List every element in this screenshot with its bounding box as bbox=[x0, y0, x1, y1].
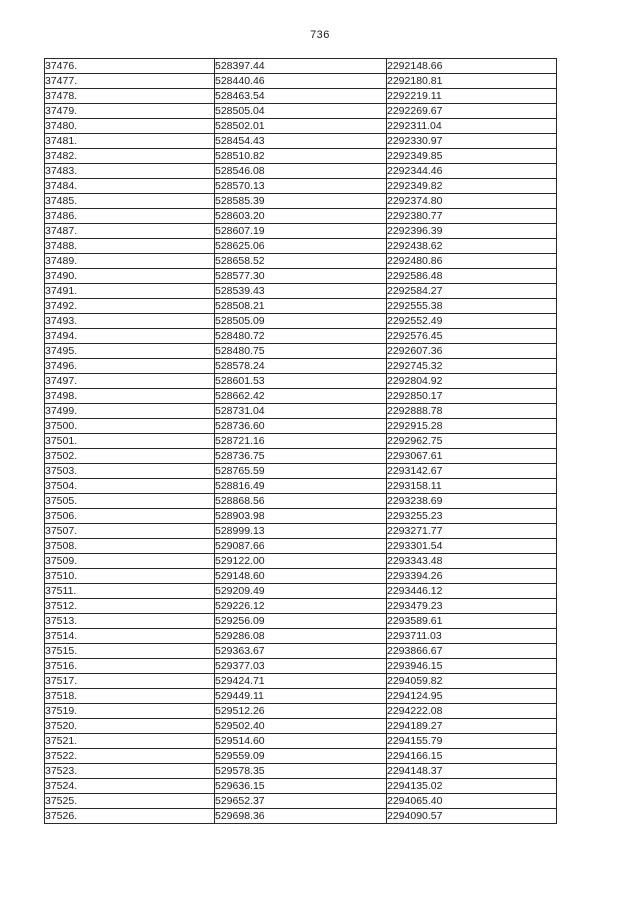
point-number-cell: 37515. bbox=[45, 644, 215, 659]
x-coordinate-cell: 528603.20 bbox=[215, 209, 387, 224]
y-coordinate-cell: 2292148.66 bbox=[387, 59, 557, 74]
y-coordinate-cell: 2294155.79 bbox=[387, 734, 557, 749]
x-coordinate-cell: 528816.49 bbox=[215, 479, 387, 494]
table-row bbox=[45, 599, 557, 614]
point-number-cell: 37479. bbox=[45, 104, 215, 119]
table-row bbox=[45, 284, 557, 299]
x-coordinate-cell: 529148.60 bbox=[215, 569, 387, 584]
x-coordinate-cell: 529087.66 bbox=[215, 539, 387, 554]
table-row bbox=[45, 179, 557, 194]
table-row bbox=[45, 149, 557, 164]
page-number: 736 bbox=[310, 29, 330, 41]
y-coordinate-cell: 2292344.46 bbox=[387, 164, 557, 179]
point-number-cell: 37507. bbox=[45, 524, 215, 539]
point-number-cell: 37519. bbox=[45, 704, 215, 719]
table-row bbox=[45, 479, 557, 494]
table-row bbox=[45, 404, 557, 419]
y-coordinate-cell: 2292480.86 bbox=[387, 254, 557, 269]
y-coordinate-cell: 2293301.54 bbox=[387, 539, 557, 554]
coordinates-table bbox=[44, 58, 557, 824]
x-coordinate-cell: 529578.35 bbox=[215, 764, 387, 779]
y-coordinate-cell: 2293446.12 bbox=[387, 584, 557, 599]
x-coordinate-cell: 528508.21 bbox=[215, 299, 387, 314]
y-coordinate-cell: 2292180.81 bbox=[387, 74, 557, 89]
y-coordinate-cell: 2293866.67 bbox=[387, 644, 557, 659]
point-number-cell: 37483. bbox=[45, 164, 215, 179]
coordinates-table-body bbox=[45, 59, 557, 824]
x-coordinate-cell: 528601.53 bbox=[215, 374, 387, 389]
y-coordinate-cell: 2292745.32 bbox=[387, 359, 557, 374]
point-number-cell: 37497. bbox=[45, 374, 215, 389]
point-number-cell: 37513. bbox=[45, 614, 215, 629]
y-coordinate-cell: 2292915.28 bbox=[387, 419, 557, 434]
table-row bbox=[45, 314, 557, 329]
point-number-cell: 37520. bbox=[45, 719, 215, 734]
x-coordinate-cell: 528736.75 bbox=[215, 449, 387, 464]
x-coordinate-cell: 529122.00 bbox=[215, 554, 387, 569]
table-row bbox=[45, 794, 557, 809]
y-coordinate-cell: 2292349.85 bbox=[387, 149, 557, 164]
x-coordinate-cell: 528585.39 bbox=[215, 194, 387, 209]
table-row bbox=[45, 719, 557, 734]
y-coordinate-cell: 2293271.77 bbox=[387, 524, 557, 539]
x-coordinate-cell: 529226.12 bbox=[215, 599, 387, 614]
x-coordinate-cell: 528607.19 bbox=[215, 224, 387, 239]
table-row bbox=[45, 119, 557, 134]
y-coordinate-cell: 2292552.49 bbox=[387, 314, 557, 329]
point-number-cell: 37503. bbox=[45, 464, 215, 479]
point-number-cell: 37492. bbox=[45, 299, 215, 314]
y-coordinate-cell: 2293343.48 bbox=[387, 554, 557, 569]
y-coordinate-cell: 2292607.36 bbox=[387, 344, 557, 359]
point-number-cell: 37481. bbox=[45, 134, 215, 149]
table-row bbox=[45, 89, 557, 104]
x-coordinate-cell: 529449.11 bbox=[215, 689, 387, 704]
y-coordinate-cell: 2294124.95 bbox=[387, 689, 557, 704]
x-coordinate-cell: 528463.54 bbox=[215, 89, 387, 104]
point-number-cell: 37523. bbox=[45, 764, 215, 779]
point-number-cell: 37506. bbox=[45, 509, 215, 524]
table-row bbox=[45, 509, 557, 524]
point-number-cell: 37496. bbox=[45, 359, 215, 374]
table-row bbox=[45, 704, 557, 719]
point-number-cell: 37505. bbox=[45, 494, 215, 509]
table-row bbox=[45, 59, 557, 74]
point-number-cell: 37524. bbox=[45, 779, 215, 794]
table-row bbox=[45, 539, 557, 554]
table-row bbox=[45, 164, 557, 179]
table-row bbox=[45, 734, 557, 749]
y-coordinate-cell: 2293479.23 bbox=[387, 599, 557, 614]
point-number-cell: 37485. bbox=[45, 194, 215, 209]
x-coordinate-cell: 529698.36 bbox=[215, 809, 387, 824]
y-coordinate-cell: 2294189.27 bbox=[387, 719, 557, 734]
x-coordinate-cell: 528868.56 bbox=[215, 494, 387, 509]
table-row bbox=[45, 434, 557, 449]
table-row bbox=[45, 569, 557, 584]
y-coordinate-cell: 2293711.03 bbox=[387, 629, 557, 644]
y-coordinate-cell: 2293238.69 bbox=[387, 494, 557, 509]
y-coordinate-cell: 2292888.78 bbox=[387, 404, 557, 419]
y-coordinate-cell: 2292584.27 bbox=[387, 284, 557, 299]
x-coordinate-cell: 528765.59 bbox=[215, 464, 387, 479]
x-coordinate-cell: 529209.49 bbox=[215, 584, 387, 599]
x-coordinate-cell: 528721.16 bbox=[215, 434, 387, 449]
point-number-cell: 37484. bbox=[45, 179, 215, 194]
point-number-cell: 37502. bbox=[45, 449, 215, 464]
y-coordinate-cell: 2292576.45 bbox=[387, 329, 557, 344]
point-number-cell: 37501. bbox=[45, 434, 215, 449]
y-coordinate-cell: 2292374.80 bbox=[387, 194, 557, 209]
x-coordinate-cell: 528505.09 bbox=[215, 314, 387, 329]
y-coordinate-cell: 2293394.26 bbox=[387, 569, 557, 584]
y-coordinate-cell: 2292438.62 bbox=[387, 239, 557, 254]
y-coordinate-cell: 2294059.82 bbox=[387, 674, 557, 689]
x-coordinate-cell: 529512.26 bbox=[215, 704, 387, 719]
x-coordinate-cell: 528578.24 bbox=[215, 359, 387, 374]
point-number-cell: 37525. bbox=[45, 794, 215, 809]
x-coordinate-cell: 528731.04 bbox=[215, 404, 387, 419]
y-coordinate-cell: 2292586.48 bbox=[387, 269, 557, 284]
point-number-cell: 37512. bbox=[45, 599, 215, 614]
x-coordinate-cell: 529286.08 bbox=[215, 629, 387, 644]
point-number-cell: 37489. bbox=[45, 254, 215, 269]
point-number-cell: 37508. bbox=[45, 539, 215, 554]
y-coordinate-cell: 2294135.02 bbox=[387, 779, 557, 794]
table-row bbox=[45, 359, 557, 374]
point-number-cell: 37486. bbox=[45, 209, 215, 224]
table-row bbox=[45, 554, 557, 569]
point-number-cell: 37510. bbox=[45, 569, 215, 584]
x-coordinate-cell: 528397.44 bbox=[215, 59, 387, 74]
y-coordinate-cell: 2294166.15 bbox=[387, 749, 557, 764]
point-number-cell: 37521. bbox=[45, 734, 215, 749]
table-row bbox=[45, 104, 557, 119]
x-coordinate-cell: 528505.04 bbox=[215, 104, 387, 119]
point-number-cell: 37488. bbox=[45, 239, 215, 254]
y-coordinate-cell: 2293158.11 bbox=[387, 479, 557, 494]
x-coordinate-cell: 528658.52 bbox=[215, 254, 387, 269]
table-row bbox=[45, 494, 557, 509]
x-coordinate-cell: 529424.71 bbox=[215, 674, 387, 689]
point-number-cell: 37509. bbox=[45, 554, 215, 569]
point-number-cell: 37495. bbox=[45, 344, 215, 359]
table-row bbox=[45, 659, 557, 674]
y-coordinate-cell: 2292962.75 bbox=[387, 434, 557, 449]
y-coordinate-cell: 2292311.04 bbox=[387, 119, 557, 134]
table-row bbox=[45, 629, 557, 644]
table-row bbox=[45, 644, 557, 659]
point-number-cell: 37517. bbox=[45, 674, 215, 689]
table-row bbox=[45, 254, 557, 269]
y-coordinate-cell: 2292380.77 bbox=[387, 209, 557, 224]
point-number-cell: 37499. bbox=[45, 404, 215, 419]
point-number-cell: 37518. bbox=[45, 689, 215, 704]
table-row bbox=[45, 224, 557, 239]
y-coordinate-cell: 2292330.97 bbox=[387, 134, 557, 149]
point-number-cell: 37476. bbox=[45, 59, 215, 74]
table-row bbox=[45, 809, 557, 824]
table-row bbox=[45, 374, 557, 389]
table-row bbox=[45, 269, 557, 284]
table-row bbox=[45, 524, 557, 539]
y-coordinate-cell: 2293589.61 bbox=[387, 614, 557, 629]
x-coordinate-cell: 528570.13 bbox=[215, 179, 387, 194]
table-row bbox=[45, 209, 557, 224]
y-coordinate-cell: 2292349.82 bbox=[387, 179, 557, 194]
table-row bbox=[45, 344, 557, 359]
table-row bbox=[45, 419, 557, 434]
table-row bbox=[45, 689, 557, 704]
x-coordinate-cell: 529652.37 bbox=[215, 794, 387, 809]
x-coordinate-cell: 528736.60 bbox=[215, 419, 387, 434]
y-coordinate-cell: 2292850.17 bbox=[387, 389, 557, 404]
point-number-cell: 37487. bbox=[45, 224, 215, 239]
y-coordinate-cell: 2293946.15 bbox=[387, 659, 557, 674]
y-coordinate-cell: 2292269.67 bbox=[387, 104, 557, 119]
point-number-cell: 37526. bbox=[45, 809, 215, 824]
point-number-cell: 37522. bbox=[45, 749, 215, 764]
x-coordinate-cell: 528546.08 bbox=[215, 164, 387, 179]
table-row bbox=[45, 764, 557, 779]
y-coordinate-cell: 2294065.40 bbox=[387, 794, 557, 809]
point-number-cell: 37493. bbox=[45, 314, 215, 329]
table-row bbox=[45, 449, 557, 464]
y-coordinate-cell: 2294090.57 bbox=[387, 809, 557, 824]
x-coordinate-cell: 528662.42 bbox=[215, 389, 387, 404]
x-coordinate-cell: 528440.46 bbox=[215, 74, 387, 89]
point-number-cell: 37514. bbox=[45, 629, 215, 644]
point-number-cell: 37516. bbox=[45, 659, 215, 674]
y-coordinate-cell: 2292396.39 bbox=[387, 224, 557, 239]
x-coordinate-cell: 529559.09 bbox=[215, 749, 387, 764]
point-number-cell: 37498. bbox=[45, 389, 215, 404]
x-coordinate-cell: 528502.01 bbox=[215, 119, 387, 134]
table-row bbox=[45, 614, 557, 629]
x-coordinate-cell: 528625.06 bbox=[215, 239, 387, 254]
x-coordinate-cell: 528480.75 bbox=[215, 344, 387, 359]
table-row bbox=[45, 389, 557, 404]
x-coordinate-cell: 529514.60 bbox=[215, 734, 387, 749]
x-coordinate-cell: 529256.09 bbox=[215, 614, 387, 629]
x-coordinate-cell: 529377.03 bbox=[215, 659, 387, 674]
point-number-cell: 37511. bbox=[45, 584, 215, 599]
table-row bbox=[45, 779, 557, 794]
table-row bbox=[45, 299, 557, 314]
point-number-cell: 37494. bbox=[45, 329, 215, 344]
x-coordinate-cell: 528510.82 bbox=[215, 149, 387, 164]
point-number-cell: 37490. bbox=[45, 269, 215, 284]
point-number-cell: 37500. bbox=[45, 419, 215, 434]
y-coordinate-cell: 2292219.11 bbox=[387, 89, 557, 104]
x-coordinate-cell: 528539.43 bbox=[215, 284, 387, 299]
x-coordinate-cell: 528999.13 bbox=[215, 524, 387, 539]
point-number-cell: 37477. bbox=[45, 74, 215, 89]
table-row bbox=[45, 134, 557, 149]
point-number-cell: 37482. bbox=[45, 149, 215, 164]
table-row bbox=[45, 584, 557, 599]
x-coordinate-cell: 528903.98 bbox=[215, 509, 387, 524]
point-number-cell: 37480. bbox=[45, 119, 215, 134]
x-coordinate-cell: 528454.43 bbox=[215, 134, 387, 149]
x-coordinate-cell: 528577.30 bbox=[215, 269, 387, 284]
table-row bbox=[45, 74, 557, 89]
y-coordinate-cell: 2293067.61 bbox=[387, 449, 557, 464]
x-coordinate-cell: 528480.72 bbox=[215, 329, 387, 344]
point-number-cell: 37478. bbox=[45, 89, 215, 104]
table-row bbox=[45, 674, 557, 689]
point-number-cell: 37491. bbox=[45, 284, 215, 299]
table-row bbox=[45, 194, 557, 209]
table-row bbox=[45, 464, 557, 479]
table-row bbox=[45, 239, 557, 254]
y-coordinate-cell: 2292555.38 bbox=[387, 299, 557, 314]
y-coordinate-cell: 2293142.67 bbox=[387, 464, 557, 479]
table-row bbox=[45, 329, 557, 344]
table-row bbox=[45, 749, 557, 764]
y-coordinate-cell: 2293255.23 bbox=[387, 509, 557, 524]
y-coordinate-cell: 2292804.92 bbox=[387, 374, 557, 389]
x-coordinate-cell: 529636.15 bbox=[215, 779, 387, 794]
x-coordinate-cell: 529502.40 bbox=[215, 719, 387, 734]
x-coordinate-cell: 529363.67 bbox=[215, 644, 387, 659]
y-coordinate-cell: 2294222.08 bbox=[387, 704, 557, 719]
point-number-cell: 37504. bbox=[45, 479, 215, 494]
y-coordinate-cell: 2294148.37 bbox=[387, 764, 557, 779]
